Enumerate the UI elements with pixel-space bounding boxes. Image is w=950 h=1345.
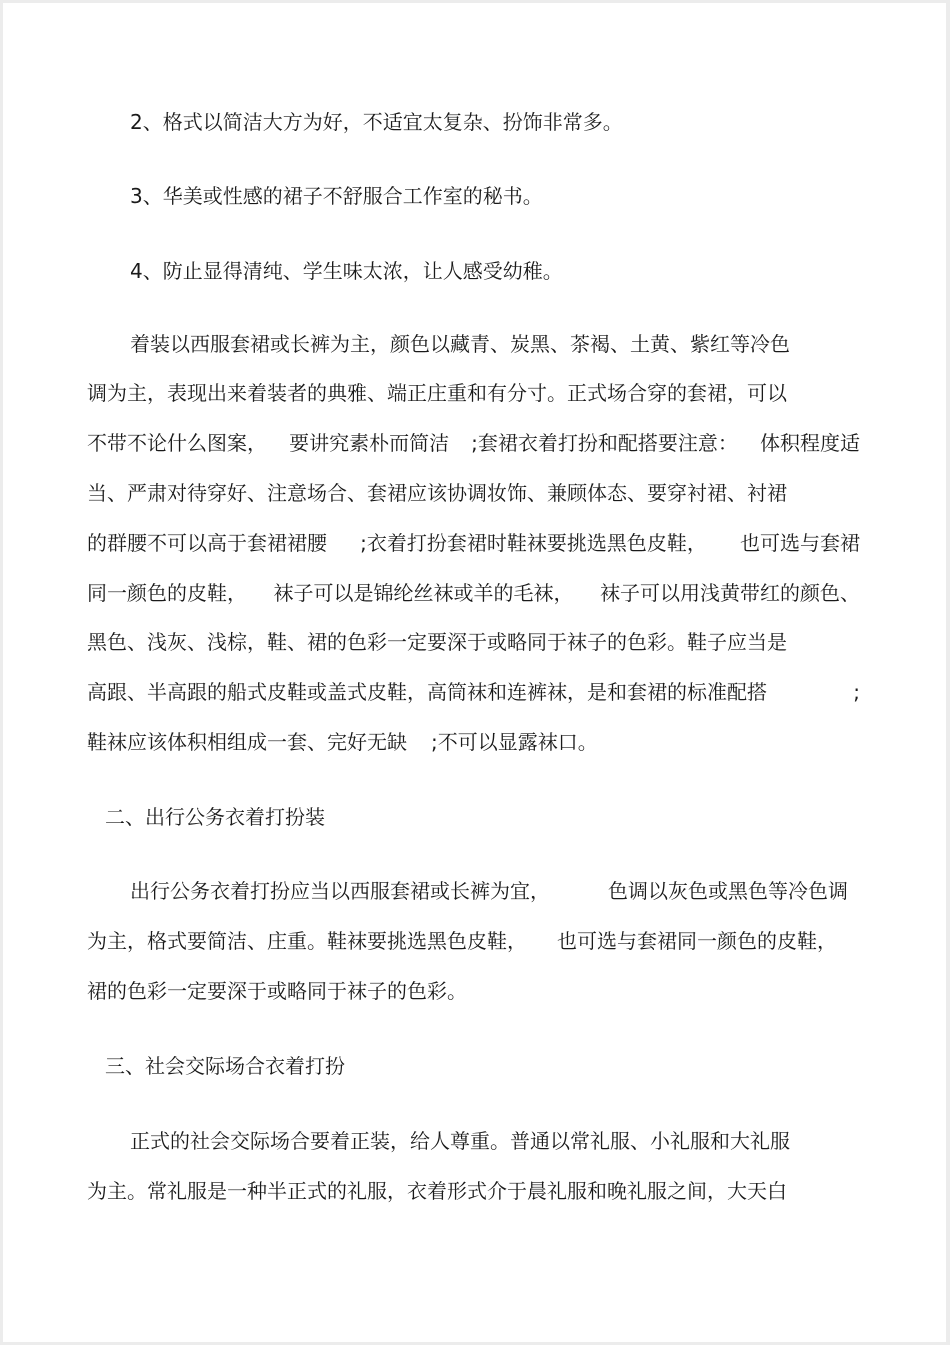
text-segment: ;不可以显露袜口。 (431, 730, 598, 754)
text-segment: 也可选与套裙 (740, 531, 860, 555)
text-segment: 色调以灰色或黑色等冷色调 (608, 879, 848, 903)
paragraph-line: 裙的色彩一定要深于或略同于袜子的色彩。 (87, 979, 467, 1003)
text-segment: 高跟、半高跟的船式皮鞋或盖式皮鞋，高筒袜和连裤袜，是和套裙的标准配搭 (87, 680, 767, 704)
text-segment: ;衣着打扮套裙时鞋袜要挑选黑色皮鞋， (360, 531, 707, 555)
text-segment: 袜子可以用浅黄带红的颜色、 (600, 581, 860, 605)
paragraph-line: 正式的社会交际场合要着正装，给人尊重。普通以常礼服、小礼服和大礼服 (130, 1129, 790, 1153)
text-segment: 要讲究素朴而简洁 (289, 431, 450, 455)
paragraph-line (87, 928, 837, 954)
paragraph-line (87, 580, 860, 606)
text-segment: 为主，格式要简洁、庄重。鞋袜要挑选黑色皮鞋， (87, 929, 527, 953)
text-segment: 的群腰不可以高于套裙裙腰 (87, 531, 327, 555)
text-segment: 体积程度适 (759, 431, 860, 455)
paragraph-line (87, 530, 860, 556)
text-segment: 袜子可以是锦纶丝袜或羊的毛袜， (273, 581, 574, 605)
section-heading-travel: 二、出行公务衣着打扮装 (105, 805, 325, 829)
paragraph-line: 为主。常礼服是一种半正式的礼服，衣着形式介于晨礼服和晚礼服之间，大天白 (87, 1179, 787, 1203)
paragraph-line (87, 430, 860, 456)
paragraph-line: 黑色、浅灰、浅棕，鞋、裙的色彩一定要深于或略同于袜子的色彩。鞋子应当是 (87, 630, 787, 654)
text-segment: 不带不论什么图案， (87, 431, 267, 455)
paragraph-line: 调为主，表现出来着装者的典雅、端正庄重和有分寸。正式场合穿的套裙，可以 (87, 381, 787, 405)
text-segment: ;套裙衣着打扮和配搭要注意： (471, 431, 738, 455)
paragraph-line: 当、严肃对待穿好、注意场合、套裙应该协调妆饰、兼顾体态、要穿衬裙、衬裙 (87, 481, 787, 505)
paragraph-line (87, 729, 598, 755)
list-item-2: 2、格式以简洁大方为好，不适宜太复杂、扮饰非常多。 (130, 110, 623, 134)
list-item-4: 4、防止显得清纯、学生味太浓，让人感受幼稚。 (130, 259, 563, 283)
text-segment: ; (853, 680, 860, 704)
paragraph-line: 着装以西服套裙或长裤为主，颜色以藏青、炭黑、茶褐、土黄、紫红等冷色 (130, 332, 790, 356)
text-segment: 鞋袜应该体积相组成一套、完好无缺 (87, 730, 407, 754)
paragraph-line (87, 679, 860, 705)
list-item-3: 3、华美或性感的裙子不舒服合工作室的秘书。 (130, 184, 543, 208)
document-page (3, 3, 946, 1342)
section-heading-social: 三、社会交际场合衣着打扮 (105, 1054, 345, 1078)
text-segment: 也可选与套裙同一颜色的皮鞋， (557, 929, 837, 953)
text-segment: 出行公务衣着打扮应当以西服套裙或长裤为宜， (130, 879, 550, 903)
text-segment: 同一颜色的皮鞋， (87, 581, 247, 605)
paragraph-line (130, 878, 848, 904)
